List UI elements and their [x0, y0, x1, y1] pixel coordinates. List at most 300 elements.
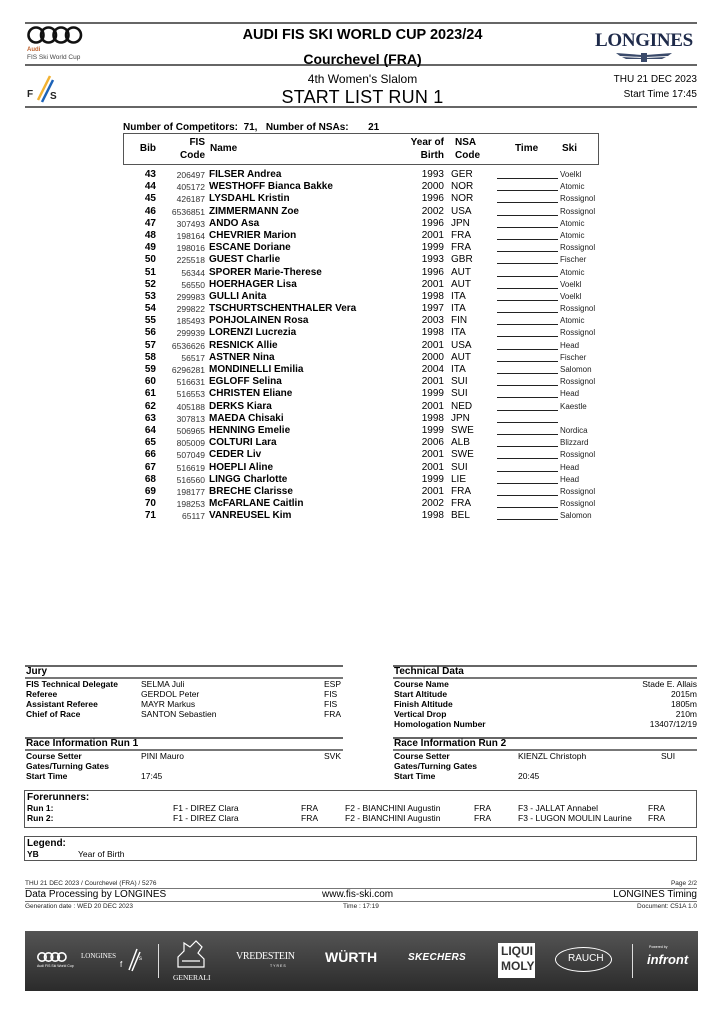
table-row [123, 267, 603, 279]
time-blank-line [497, 215, 558, 216]
bib-cell: 67 [144, 461, 156, 473]
name-cell: TSCHURTSCHENTHALER Vera [209, 303, 357, 315]
svg-text:F: F [27, 89, 34, 100]
ski-cell: Salomon [560, 511, 592, 521]
table-row [123, 364, 603, 376]
fis-code-cell: 805009 [176, 438, 205, 449]
year-of-birth-cell: 1993 [421, 254, 444, 266]
nsa-code-cell: ITA [451, 327, 466, 339]
time-blank-line [497, 434, 558, 435]
name-cell: GULLI Anita [209, 290, 267, 302]
footer-generation-date: Generation date : WED 20 DEC 2023 [25, 903, 134, 910]
col-name: Name [210, 143, 238, 154]
tech-value: 13407/12/19 [649, 719, 697, 729]
name-cell: GUEST Charlie [209, 254, 281, 266]
ski-cell: Rossignol [560, 486, 596, 496]
ski-cell: Voelkl [560, 291, 582, 301]
year-of-birth-cell: 2001 [421, 400, 444, 412]
run2-course-setter: KIENZL Christoph [518, 751, 587, 761]
table-row [123, 498, 603, 510]
ski-cell: Atomic [560, 182, 585, 192]
name-cell: ASTNER Nina [209, 351, 275, 363]
forerunner-f2-nation: FRA [474, 803, 491, 813]
nsa-code-cell: USA [451, 339, 472, 351]
time-blank-line [497, 361, 558, 362]
time-blank-line [497, 373, 558, 374]
bib-cell: 57 [144, 339, 156, 351]
table-row [123, 474, 603, 486]
year-of-birth-cell: 2000 [421, 181, 444, 193]
table-row [123, 376, 603, 388]
run2-course-setter-nation: SUI [661, 751, 676, 761]
footer-page: Page 2/2 [670, 880, 697, 887]
time-blank-line [497, 227, 558, 228]
bib-cell: 58 [144, 351, 156, 363]
time-blank-line [497, 385, 558, 386]
table-row [123, 254, 603, 266]
bib-cell: 63 [144, 412, 156, 424]
ski-cell: Rossignol [560, 304, 596, 314]
year-of-birth-cell: 1996 [421, 266, 444, 278]
table-row [123, 327, 603, 339]
fis-code-cell: 56550 [181, 279, 205, 290]
run1-start-time-label: Start Time [26, 771, 68, 781]
year-of-birth-cell: 1993 [421, 169, 444, 180]
fis-sponsor-icon [120, 946, 144, 972]
nsa-code-cell: SUI [451, 388, 468, 400]
sponsor-longines: LONGINES [81, 952, 116, 960]
bib-cell: 50 [144, 254, 156, 266]
year-of-birth-cell: 1998 [421, 412, 444, 424]
competitor-summary [123, 122, 379, 133]
sponsor-divider-2 [632, 944, 633, 978]
tech-label: Vertical Drop [394, 709, 447, 719]
bib-cell: 69 [144, 485, 156, 497]
year-of-birth-cell: 2001 [421, 449, 444, 461]
jury-title: Jury [26, 666, 48, 677]
time-blank-line [497, 471, 558, 472]
ski-cell: Head [560, 340, 580, 350]
tech-value: Stade E. Allais [642, 679, 697, 689]
audi-brand-label: Audi [27, 47, 41, 53]
time-blank-line [497, 300, 558, 301]
footer-timing: LONGINES Timing [613, 889, 697, 900]
bib-cell: 60 [144, 376, 156, 388]
name-cell: VANREUSEL Kim [209, 510, 292, 522]
svg-text:s: s [139, 956, 142, 962]
table-row [123, 242, 603, 254]
time-blank-line [497, 178, 558, 179]
name-cell: ANDO Asa [209, 217, 260, 229]
nsa-code-cell: BEL [451, 510, 470, 522]
time-blank-line [497, 276, 558, 277]
ski-cell: Atomic [560, 230, 585, 240]
nsa-code-cell: ALB [451, 437, 470, 449]
time-blank-line [497, 263, 558, 264]
nsa-code-cell: SWE [451, 449, 474, 461]
name-cell: FILSER Andrea [209, 169, 282, 180]
bib-cell: 46 [144, 205, 156, 217]
table-row [123, 230, 603, 242]
name-cell: WESTHOFF Bianca Bakke [209, 181, 333, 193]
footer-website[interactable]: www.fis-ski.com [322, 889, 394, 900]
nsa-code-cell: AUT [451, 351, 471, 363]
fis-code-cell: 65117 [181, 511, 205, 522]
fis-code-cell: 6536851 [171, 206, 205, 217]
nsa-code-cell: NOR [451, 181, 474, 193]
longines-wings-icon [614, 51, 674, 63]
col-bib: Bib [139, 143, 156, 154]
sponsor-moly: MOLY [501, 959, 535, 973]
table-row [123, 169, 603, 181]
fis-code-cell: 506965 [176, 425, 205, 436]
fis-code-cell: 6536626 [171, 340, 205, 351]
run1-gates-label: Gates/Turning Gates [26, 761, 109, 771]
fis-code-cell: 185493 [176, 316, 205, 327]
jury-name: MAYR Markus [141, 699, 196, 709]
svg-text:f: f [120, 960, 123, 969]
tech-value: 2015m [671, 689, 697, 699]
table-row [123, 510, 603, 522]
nsa-code-cell: GER [451, 169, 473, 180]
nsa-code-cell: FRA [451, 242, 471, 254]
year-of-birth-cell: 2001 [421, 376, 444, 388]
year-of-birth-cell: 1998 [421, 510, 444, 522]
name-cell: ZIMMERMANN Zoe [209, 205, 299, 217]
ski-cell: Voelkl [560, 279, 582, 289]
nsa-code-cell: NED [451, 400, 473, 412]
bib-cell: 64 [144, 424, 156, 436]
legend-title: Legend: [27, 838, 66, 849]
year-of-birth-cell: 2002 [421, 498, 444, 510]
ski-cell: Kaestle [560, 401, 587, 411]
longines-logo: LONGINES [595, 30, 693, 51]
nsa-code-cell: JPN [451, 412, 470, 424]
col-ski: Ski [562, 143, 578, 154]
name-cell: HOEPLI Aline [209, 461, 274, 473]
ski-cell: Rossignol [560, 377, 596, 387]
nsa-code-cell: NOR [451, 193, 474, 205]
time-blank-line [497, 239, 558, 240]
year-of-birth-cell: 1998 [421, 290, 444, 302]
race-name: 4th Women's Slalom [307, 72, 418, 86]
fis-code-cell: 198164 [176, 230, 205, 241]
nsa-code-cell: SWE [451, 424, 474, 436]
footer-rule-2 [25, 901, 697, 902]
nsa-code-cell: SUI [451, 376, 468, 388]
jury-top-rule [25, 665, 343, 667]
sponsor-bar [25, 931, 698, 991]
bib-cell: 68 [144, 473, 156, 485]
ski-cell: Nordica [560, 425, 588, 435]
jury-role: FIS Technical Delegate [26, 679, 118, 689]
time-blank-line [497, 519, 558, 520]
name-cell: HOERHAGER Lisa [209, 278, 297, 290]
table-row [123, 449, 603, 461]
nsa-code-cell: LIE [451, 473, 467, 485]
bib-cell: 49 [144, 242, 156, 254]
fis-code-cell: 56344 [181, 267, 205, 278]
time-blank-line [497, 483, 558, 484]
sponsor-powered-by: Powered by [649, 945, 668, 949]
name-cell: EGLOFF Selina [209, 376, 282, 388]
table-row [123, 315, 603, 327]
nsa-code-cell: AUT [451, 278, 471, 290]
nsa-code-cell: SUI [451, 461, 468, 473]
table-row [123, 425, 603, 437]
bib-cell: 71 [144, 510, 156, 522]
sponsor-divider-1 [158, 944, 159, 978]
bib-cell: 66 [144, 449, 156, 461]
event-title: AUDI FIS SKI WORLD CUP 2023/24 [242, 27, 483, 43]
header-bottom-rule [25, 106, 697, 108]
table-row [123, 303, 603, 315]
svg-text:S: S [50, 91, 57, 102]
year-of-birth-cell: 2006 [421, 437, 444, 449]
name-cell: LORENZI Lucrezia [209, 327, 297, 339]
legend-box [24, 836, 697, 861]
time-blank-line [497, 336, 558, 337]
jury-nation: FIS [324, 699, 338, 709]
nsa-code-cell: USA [451, 205, 472, 217]
run2-course-setter-label: Course Setter [394, 751, 450, 761]
bib-cell: 44 [144, 181, 156, 193]
nsa-code-cell: FIN [451, 315, 468, 327]
time-blank-line [497, 202, 558, 203]
generali-lion-icon [174, 939, 208, 971]
fis-code-cell: 516553 [176, 389, 205, 400]
forerunner-f3-nation: FRA [648, 803, 665, 813]
run1-course-setter-nation: SVK [324, 751, 342, 761]
tech-label: Finish Altitude [394, 699, 453, 709]
fis-code-cell: 516560 [176, 474, 205, 485]
sponsor-wurth: WÜRTH [325, 949, 378, 965]
sponsor-rauch: RAUCH [568, 953, 604, 964]
footer-doc-ref: THU 21 DEC 2023 / Courchevel (FRA) / 5276 [25, 880, 157, 887]
bib-cell: 47 [144, 217, 156, 229]
fis-code-cell: 56517 [181, 352, 205, 363]
bib-cell: 70 [144, 498, 156, 510]
ski-cell: Rossignol [560, 206, 596, 216]
sponsor-liqui-moly-badge [498, 943, 535, 978]
forerunner-f3: F3 - JALLAT Annabel [518, 803, 599, 813]
table-row [123, 340, 603, 352]
name-cell: CEDER Liv [209, 449, 262, 461]
forerunners-box [24, 790, 697, 828]
fis-code-cell: 426187 [176, 194, 205, 205]
col-fis-1: FIS [189, 137, 205, 148]
run2-gates-label: Gates/Turning Gates [394, 761, 477, 771]
nsas-count: 21 [368, 122, 380, 133]
time-blank-line [497, 288, 558, 289]
ski-cell: Head [560, 389, 580, 399]
fis-code-cell: 198253 [176, 499, 205, 510]
footer-document: Document: C51A 1.0 [637, 903, 697, 910]
year-of-birth-cell: 1999 [421, 388, 444, 400]
fis-code-cell: 299939 [176, 328, 205, 339]
fis-code-cell: 6296281 [171, 365, 205, 375]
jury-nation: FRA [324, 709, 341, 719]
table-row [123, 352, 603, 364]
jury-name: SANTON Sebastien [141, 709, 217, 719]
forerunner-run-label: Run 2: [27, 813, 54, 823]
bib-cell: 62 [144, 400, 156, 412]
bib-cell: 51 [144, 266, 156, 278]
year-of-birth-cell: 2000 [421, 351, 444, 363]
start-list-rows [123, 169, 603, 522]
jury-role: Referee [26, 689, 58, 699]
venue-title: Courchevel (FRA) [303, 51, 422, 67]
footer-data-processing: Data Processing by LONGINES [25, 889, 167, 900]
sponsor-rauch-badge [555, 947, 612, 972]
sponsor-infront: infront [647, 952, 689, 967]
bib-cell: 54 [144, 303, 156, 315]
table-row [123, 462, 603, 474]
table-row [123, 181, 603, 193]
ski-cell: Rossignol [560, 450, 596, 460]
ski-cell: Fischer [560, 352, 587, 362]
nsa-code-cell: FRA [451, 498, 471, 510]
fis-code-cell: 299983 [176, 291, 205, 302]
fis-code-cell: 206497 [176, 170, 205, 180]
fis-code-cell: 225518 [176, 255, 205, 266]
table-row [123, 291, 603, 303]
nsa-code-cell: GBR [451, 254, 473, 266]
year-of-birth-cell: 2004 [421, 364, 444, 375]
col-yob-2: Birth [420, 150, 444, 161]
tech-label: Start Altitude [394, 689, 448, 699]
forerunner-f3: F3 - LUGON MOULIN Laurine [518, 813, 632, 823]
table-row [123, 401, 603, 413]
legend-abbr: YB [27, 849, 39, 859]
time-blank-line [497, 397, 558, 398]
fis-code-cell: 307813 [176, 413, 205, 424]
time-blank-line [497, 422, 558, 423]
year-of-birth-cell: 1999 [421, 424, 444, 436]
name-cell: MAEDA Chisaki [209, 412, 284, 424]
time-blank-line [497, 410, 558, 411]
fis-code-cell: 299822 [176, 304, 205, 315]
ski-cell: Rossignol [560, 194, 596, 204]
tech-label: Homologation Number [394, 719, 486, 729]
tech-value: 1805m [671, 699, 697, 709]
year-of-birth-cell: 2001 [421, 485, 444, 497]
col-nsa-2: Code [455, 150, 480, 161]
ski-cell: Atomic [560, 316, 585, 326]
ski-cell: Rossignol [560, 243, 596, 253]
table-row [123, 193, 603, 205]
ski-cell: Atomic [560, 267, 585, 277]
tech-label: Course Name [394, 679, 449, 689]
name-cell: MONDINELLI Emilia [209, 364, 304, 375]
nsa-code-cell: ITA [451, 303, 466, 315]
year-of-birth-cell: 1999 [421, 242, 444, 254]
run1-start-time: 17:45 [141, 771, 163, 781]
time-blank-line [497, 458, 558, 459]
nsa-code-cell: FRA [451, 485, 471, 497]
jury-role: Chief of Race [26, 709, 81, 719]
jury-name: SELMA Juli [141, 679, 185, 689]
forerunner-run-label: Run 1: [27, 803, 54, 813]
nsa-code-cell: ITA [451, 290, 466, 302]
fis-code-cell: 307493 [176, 218, 205, 229]
fis-code-cell: 405188 [176, 401, 205, 412]
sponsor-vredestein-tyres: TYRES [270, 964, 287, 968]
name-cell: DERKS Kiara [209, 400, 272, 412]
fis-code-cell: 198177 [176, 486, 205, 497]
competitors-label: Number of Competitors: [123, 122, 238, 133]
tech-title: Technical Data [394, 666, 464, 677]
forerunner-f1: F1 - DIREZ Clara [173, 803, 239, 813]
header-top-rule [25, 22, 697, 24]
bib-cell: 53 [144, 290, 156, 302]
ski-cell: Rossignol [560, 499, 596, 509]
fis-code-cell: 198016 [176, 243, 205, 254]
name-cell: SPORER Marie-Therese [209, 266, 322, 278]
name-cell: LINGG Charlotte [209, 473, 288, 485]
name-cell: COLTURI Lara [209, 437, 277, 449]
start-list-table-header [123, 133, 599, 165]
time-blank-line [497, 190, 558, 191]
fis-code-cell: 516631 [176, 377, 205, 388]
nsas-label: Number of NSAs: [265, 122, 349, 133]
year-of-birth-cell: 2001 [421, 461, 444, 473]
table-row [123, 218, 603, 230]
sponsor-vredestein: VREDESTEIN [236, 951, 295, 962]
year-of-birth-cell: 2003 [421, 315, 444, 327]
jury-nation: ESP [324, 679, 342, 689]
name-cell: ESCANE Doriane [209, 242, 291, 254]
jury-role: Assistant Referee [26, 699, 98, 709]
nsa-code-cell: JPN [451, 217, 470, 229]
ski-cell: Blizzard [560, 438, 589, 448]
forerunner-f2-nation: FRA [474, 813, 491, 823]
nsa-code-cell: FRA [451, 229, 471, 241]
name-cell: RESNICK Allie [209, 339, 278, 351]
ski-cell: Rossignol [560, 328, 596, 338]
col-time: Time [515, 143, 539, 154]
name-cell: HENNING Emelie [209, 424, 291, 436]
table-row [123, 206, 603, 218]
audi-rings-sponsor-icon [37, 951, 67, 963]
tech-value: 210m [675, 709, 697, 719]
year-of-birth-cell: 1996 [421, 217, 444, 229]
year-of-birth-cell: 1998 [421, 327, 444, 339]
name-cell: BRECHE Clarisse [209, 485, 293, 497]
ski-cell: Atomic [560, 218, 585, 228]
ski-cell: Voelkl [560, 170, 582, 179]
fis-code-cell: 405172 [176, 182, 205, 193]
sponsor-audi: Audi FIS Ski World Cup [37, 964, 74, 968]
ski-cell: Head [560, 462, 580, 472]
ski-cell: Salomon [560, 365, 592, 374]
ski-cell: Head [560, 474, 580, 484]
ski-cell: Fischer [560, 255, 587, 265]
year-of-birth-cell: 1999 [421, 473, 444, 485]
forerunner-f2: F2 - BIANCHINI Augustin [345, 813, 441, 823]
bib-cell: 59 [144, 364, 156, 375]
time-blank-line [497, 324, 558, 325]
time-blank-line [497, 507, 558, 508]
nsa-code-cell: AUT [451, 266, 471, 278]
run2-start-time: 20:45 [518, 771, 540, 781]
forerunners-title: Forerunners: [27, 792, 90, 803]
sponsor-skechers: SKECHERS [408, 952, 466, 963]
bib-cell: 61 [144, 388, 156, 400]
race-start-time: Start Time 17:45 [623, 89, 697, 100]
col-fis-2: Code [180, 150, 205, 161]
forerunner-f1-nation: FRA [301, 813, 318, 823]
